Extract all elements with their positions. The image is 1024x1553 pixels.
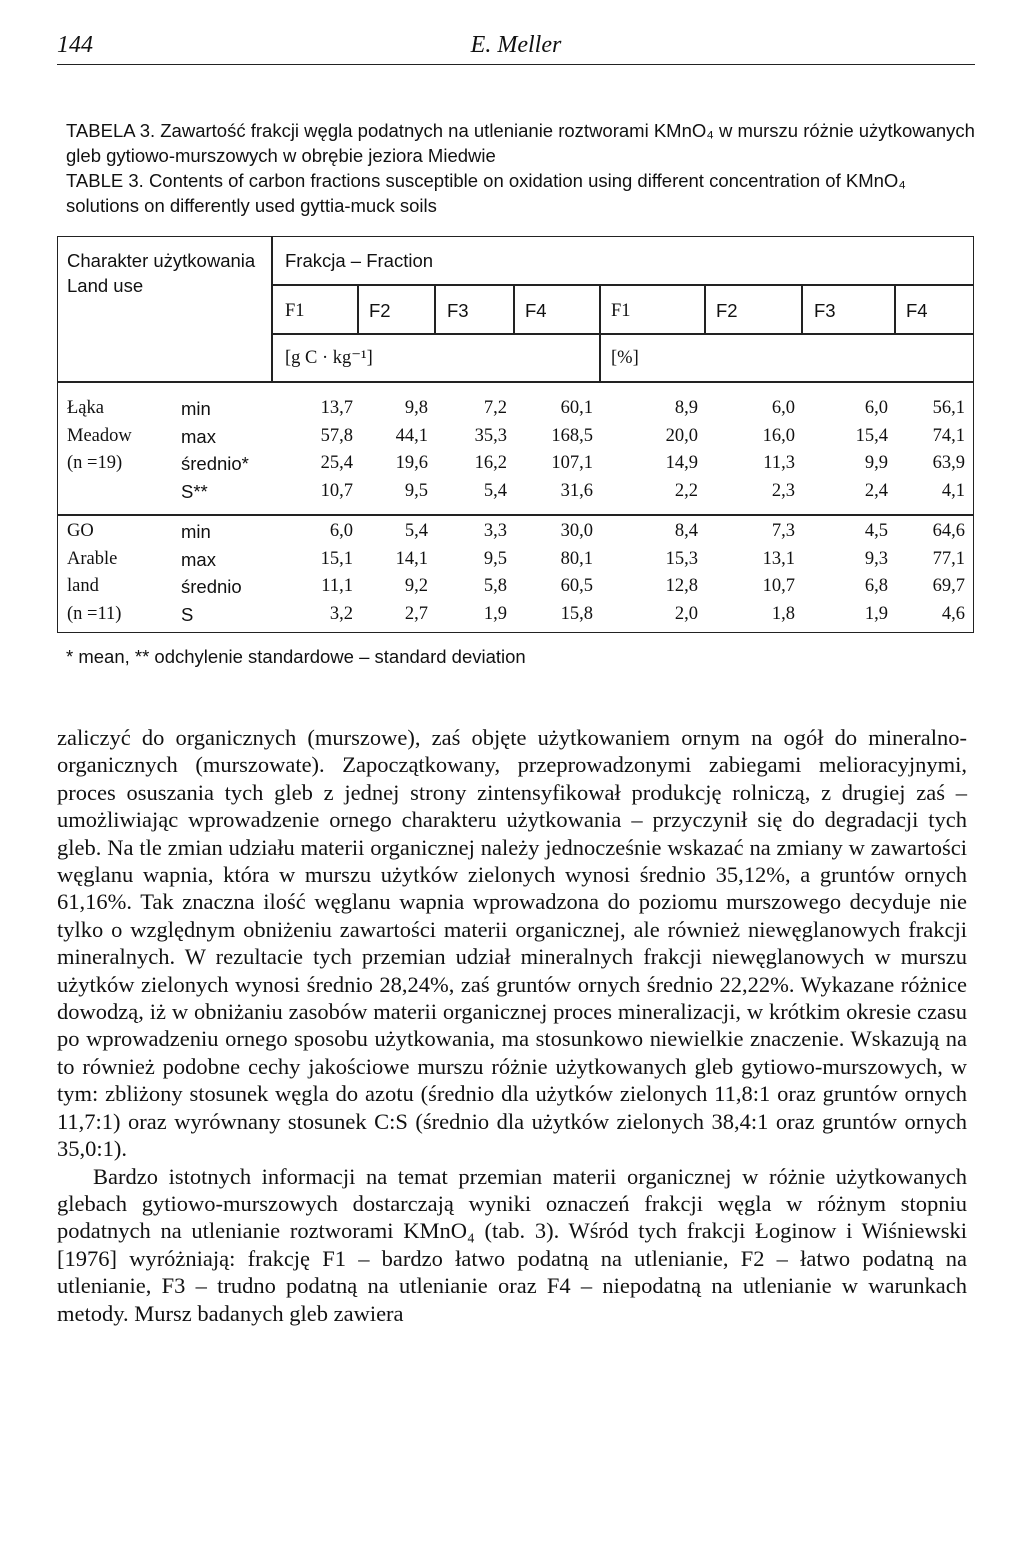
values-meadow-f1-rel xyxy=(602,395,698,505)
stat-labels-meadow xyxy=(181,395,249,505)
group-label-line: Łąka xyxy=(67,398,104,418)
table-rule xyxy=(434,284,436,333)
table-rule xyxy=(58,381,973,383)
table-cell: 19,6 xyxy=(395,453,428,473)
table-rule xyxy=(894,284,896,333)
values-arable-f2-abs xyxy=(360,518,428,628)
table-cell: 4,5 xyxy=(864,521,888,541)
values-arable-f2-rel xyxy=(707,518,795,628)
table-cell: 15,8 xyxy=(560,603,593,624)
table-cell: 8,4 xyxy=(674,521,698,541)
table-cell: 8,9 xyxy=(674,398,698,418)
table-cell: 16,2 xyxy=(474,453,507,473)
table-rule xyxy=(271,284,973,286)
group-label-line: (n =19) xyxy=(67,453,123,473)
stat-label: min xyxy=(181,521,211,542)
header-col-f4-rel: F4 xyxy=(906,300,928,321)
group-label-line: (n =11) xyxy=(67,603,122,624)
table-cell: 1,9 xyxy=(864,603,888,624)
table-cell: 11,1 xyxy=(321,576,353,596)
table-cell: 2,4 xyxy=(864,480,888,501)
table-rule xyxy=(58,514,973,516)
running-head-author: E. Meller xyxy=(470,32,562,58)
unit-absolute: [g C · kg⁻¹] xyxy=(285,348,373,368)
table-rule xyxy=(271,333,973,335)
table-cell: 60,1 xyxy=(560,398,593,418)
stat-label: max xyxy=(181,425,216,447)
table-cell: 69,7 xyxy=(932,576,965,596)
values-meadow-f4-rel xyxy=(897,395,965,505)
table-cell: 2,0 xyxy=(674,603,698,624)
table-rule xyxy=(801,284,803,333)
table-rule xyxy=(599,284,601,381)
table-cell: 2,2 xyxy=(674,480,698,501)
table-cell: 2,7 xyxy=(404,603,428,624)
page-number: 144 xyxy=(57,32,93,58)
table-cell: 57,8 xyxy=(320,425,353,446)
table-cell: 56,1 xyxy=(932,398,965,418)
values-meadow-f2-rel xyxy=(707,395,795,505)
paragraph: Bardzo istotnych informacji na temat przemian materii organicznej w różnie użytkowanych glebach gytiowo-murszowych dostarczają wyniki oznaczeń frakcji węgla w różnym stopniu podatnych na utlenianie roztworami KMnO₄ (tab. 3). Wśród tych frakcji Łoginow i Wiśniewski [1976] wyróżniają: frakcję F1 – bardzo łatwo podatną na utlenianie, F2 – łatwo podatną na utlenianie, F3 – trudno podatną na utlenianie oraz F4 – niepodatną na utlenianie w warunkach metody. Mursz badanych gleb zawiera xyxy=(57,1163,967,1326)
unit-relative: [%] xyxy=(611,348,639,368)
table-cell: 10,7 xyxy=(320,480,353,501)
table-cell: 14,9 xyxy=(665,453,698,473)
data-table xyxy=(57,236,974,633)
table-cell: 7,2 xyxy=(483,398,507,418)
table-cell: 63,9 xyxy=(932,453,965,473)
table-cell: 1,8 xyxy=(771,603,795,624)
table-cell: 7,3 xyxy=(771,521,795,541)
paragraph: zaliczyć do organicznych (murszowe), zaś objęte użytkowaniem ornym na ogół do mineralno-organicznych (murszowate). Zapoczątkowany, przeprowadzonymi zabiegami melioracyjnymi, proces osuszania tych gleb z jednej strony zintensyfikował produkcję rolniczą, z drugiej zaś – umożliwiając wprowadzenie ornego charakteru użytkowania – przyczynił się do degradacji tych gleb. Na tle zmian udziału materii organicznej należy jednocześnie wskazać na zmiany w zawartości węglanu wapnia, która w murszu użytków zielonych wynosi średnio 35,12%, a gruntów ornych 61,16%. Tak znaczna ilość węglanu wapnia wprowadzona do poziomu murszowego decyduje nie tylko o względnym obniżeniu zawartości materii organicznej, ale również niewęglanowych frakcji mineralnych. W rezultacie tych przemian udział mineralnych frakcji niewęglanowych w murszu użytków zielonych wynosi średnio 28,24%, zaś gruntów ornych średnio 22,22%. Wykazane różnice dowodzą, iż w obniżaniu zasobów materii organicznej proces mineralizacji, w krótkim okresie czasu po wprowadzeniu ornego sposobu użytkowania, ma stosunkowo niewielkie znaczenie. Wskazują na to również podobne cechy jakościowe murszu różnie użytkowanych gleb gytiowo-murszowych, w tym: zbliżony stosunek węgla do azotu (średnio dla użytków zielonych 11,8:1 oraz gruntów ornych 11,7:1) oraz wyrównany stosunek C:S (średnio dla użytków zielonych 38,4:1 oraz gruntów ornych 35,0:1). xyxy=(57,725,967,1162)
values-meadow-f3-abs xyxy=(437,395,507,505)
table-cell: 80,1 xyxy=(560,548,593,569)
group-label-line: Arable xyxy=(67,548,118,569)
header-col-f3-abs: F3 xyxy=(447,300,469,321)
values-meadow-f2-abs xyxy=(360,395,428,505)
table-cell: 6,0 xyxy=(864,398,888,418)
values-meadow-f1-abs xyxy=(278,395,353,505)
table-cell: 74,1 xyxy=(932,425,965,446)
table-cell: 15,3 xyxy=(665,548,698,569)
table-rule xyxy=(704,284,706,333)
values-meadow-f4-abs xyxy=(516,395,593,505)
values-meadow-f3-rel xyxy=(804,395,888,505)
running-head xyxy=(57,30,975,65)
table-cell: 9,2 xyxy=(404,576,428,596)
header-col-f2-rel: F2 xyxy=(716,300,738,321)
table-cell: 6,0 xyxy=(771,398,795,418)
table-cell: 10,7 xyxy=(762,576,795,596)
table-cell: 9,8 xyxy=(404,398,428,418)
caption-polish: TABELA 3. Zawartość frakcji węgla podatnych na utlenianie roztworami KMnO₄ w murszu różnie użytkowanych gleb gytiowo-murszowych w obrębie jeziora Miedwie xyxy=(66,120,975,166)
header-col-f2-abs: F2 xyxy=(369,300,391,321)
table-rule xyxy=(513,284,515,333)
table-cell: 31,6 xyxy=(560,480,593,501)
stat-label: min xyxy=(181,398,211,419)
table-rule xyxy=(271,237,273,381)
stat-label: max xyxy=(181,548,216,570)
table-cell: 15,1 xyxy=(320,548,353,569)
group-label-line: Meadow xyxy=(67,425,132,446)
values-arable-f4-abs xyxy=(516,518,593,628)
table-cell: 9,5 xyxy=(404,480,428,501)
table-caption xyxy=(66,118,976,218)
table-cell: 107,1 xyxy=(551,453,593,473)
table-cell: 60,5 xyxy=(560,576,593,596)
header-col-f4-abs: F4 xyxy=(525,300,547,321)
table-cell: 15,4 xyxy=(855,425,888,446)
table-cell: 2,3 xyxy=(771,480,795,501)
header-land-use-en: Land use xyxy=(67,275,144,296)
table-cell: 30,0 xyxy=(560,521,593,541)
table-cell: 11,3 xyxy=(763,453,795,473)
values-arable-f3-abs xyxy=(437,518,507,628)
values-arable-f4-rel xyxy=(897,518,965,628)
values-arable-f1-abs xyxy=(278,518,353,628)
header-land-use-pl: Charakter użytkowania xyxy=(67,250,256,271)
body-text xyxy=(57,724,967,1327)
table-cell: 5,4 xyxy=(404,521,428,541)
table-cell: 14,1 xyxy=(395,548,428,569)
table-cell: 9,5 xyxy=(483,548,507,569)
table-cell: 20,0 xyxy=(665,425,698,446)
stat-label: średnio* xyxy=(181,453,249,474)
table-cell: 168,5 xyxy=(551,425,593,446)
table-cell: 12,8 xyxy=(665,576,698,596)
table-cell: 5,4 xyxy=(483,480,507,501)
table-cell: 77,1 xyxy=(932,548,965,569)
header-col-f1-abs: F1 xyxy=(285,301,305,321)
stat-labels-arable xyxy=(181,518,242,628)
values-arable-f1-rel xyxy=(602,518,698,628)
table-cell: 4,1 xyxy=(941,480,965,501)
table-cell: 9,9 xyxy=(864,453,888,473)
table-cell: 64,6 xyxy=(932,521,965,541)
table-footnote: * mean, ** odchylenie standardowe – standard deviation xyxy=(66,646,526,667)
values-arable-f3-rel xyxy=(804,518,888,628)
header-col-f3-rel: F3 xyxy=(814,300,836,321)
table-cell: 13,1 xyxy=(762,548,795,569)
group-label-meadow xyxy=(67,395,132,478)
stat-label: S** xyxy=(181,480,208,502)
group-label-arable xyxy=(67,518,121,628)
table-cell: 3,3 xyxy=(483,521,507,541)
table-cell: 35,3 xyxy=(474,425,507,446)
caption-english: TABLE 3. Contents of carbon fractions susceptible on oxidation using different concentration of KMnO₄ solutions on differently used gyttia-muck soils xyxy=(66,170,906,216)
table-cell: 13,7 xyxy=(320,398,353,418)
table-cell: 6,8 xyxy=(864,576,888,596)
header-col-f1-rel: F1 xyxy=(611,301,631,321)
stat-label: S xyxy=(181,603,194,625)
table-cell: 4,6 xyxy=(941,603,965,624)
header-fraction: Frakcja – Fraction xyxy=(285,250,434,271)
table-cell: 44,1 xyxy=(395,425,428,446)
group-label-line: land xyxy=(67,576,99,596)
table-cell: 3,2 xyxy=(329,603,353,624)
table-cell: 6,0 xyxy=(329,521,353,541)
group-label-line: GO xyxy=(67,521,94,541)
table-cell: 5,8 xyxy=(483,576,507,596)
table-cell: 16,0 xyxy=(762,425,795,446)
table-cell: 9,3 xyxy=(864,548,888,569)
table-cell: 1,9 xyxy=(483,603,507,624)
table-cell: 25,4 xyxy=(320,453,353,473)
table-rule xyxy=(357,284,359,333)
stat-label: średnio xyxy=(181,576,242,597)
